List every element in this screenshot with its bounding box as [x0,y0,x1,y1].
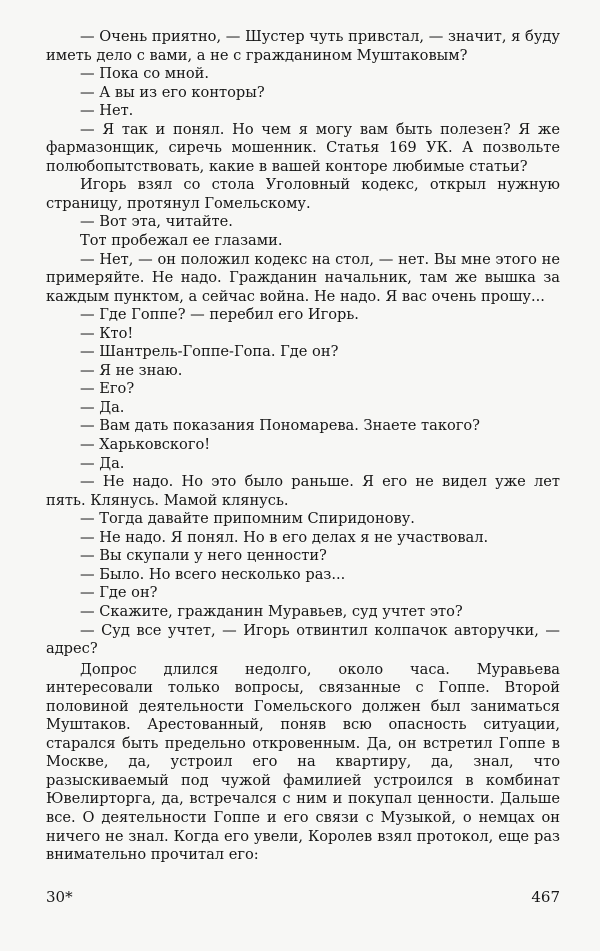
paragraph: — Да. [80,398,125,416]
paragraph: — Вы скупали у него ценности? [80,547,327,565]
paragraph: — Пока со мной. [80,65,210,83]
paragraph: — Вам дать показания Пономарева. Знаете такого? [80,417,480,435]
paragraph: — Где Гоппе? — перебил его Игорь. [80,306,359,324]
paragraph: — Да. [80,454,125,472]
paragraph: — Суд все учтет, — Игорь отвинтил колпачок авторучки, — адрес? [46,621,560,658]
paragraph: — Харьковского! [80,436,211,454]
paragraph: Тот пробежал ее глазами. [80,232,283,250]
paragraph: — Очень приятно, — Шустер чуть привстал, — значит, я буду иметь дело с вами, а не с гражданином Муштаковым? [46,28,560,64]
paragraph: — Шантрель-Гоппе-Гопа. Где он? [80,343,339,361]
paragraph: — А вы из его конторы? [80,83,265,101]
paragraph: — Его? [80,380,135,398]
printer-signature: 30* [46,888,73,906]
paragraph: — Не надо. Я понял. Но в его делах я не участвовал. [80,528,489,546]
paragraph: Игорь взял со стола Уголовный кодекс, открыл нужную страницу, протянул Гомельскому. [46,176,560,212]
paragraph: — Нет. [80,102,134,120]
body-text [46,28,560,865]
paragraph: — Нет, — он положил кодекс на стол, — нет. Вы мне этого не примеряйте. Не надо. Гражданин начальник, там же вышка за каждым пунктом, а сейчас война. Не надо. Я вас очень прошу... [46,250,560,305]
paragraph: — Скажите, гражданин Муравьев, суд учтет это? [80,602,463,620]
paragraph: — Где он? [80,584,158,602]
paragraph: — Было. Но всего несколько раз... [80,565,346,583]
paragraph: — Кто! [80,324,134,342]
paragraph: — Я так и понял. Но чем я могу вам быть полезен? Я же фармазонщик, сиречь мошенник. Статья 169 УК. А позвольте полюбопытствовать, какие в вашей конторе любимые статьи? [46,120,560,175]
page-footer [46,888,560,906]
paragraph: — Я не знаю. [80,361,183,379]
page-number: 467 [531,888,560,906]
paragraph: Допрос длился недолго, около часа. Муравьева интересовали только вопросы, связанные с Гоппе. Второй половиной деятельности Гомельского должен был заниматься Муштаков. Арестованный, поняв всю опасность ситуации, старался быть предельно откровенным. Да, он встретил Гоппе в Москве, да, устроил его на квартиру, да, знал, что разыскиваемый под чужой фамилией устроился в комбинат Ювелирторга, да, встречался с ним и покупал ценности. Дальше все. О деятельности Гоппе и его связи с Музыкой, о немцах он ничего не знал. Когда его увели, Королев взял протокол, еще раз внимательно прочитал его: [46,660,560,864]
paragraph: — Тогда давайте припомним Спиридонову. [80,510,415,528]
paragraph: — Не надо. Но это было раньше. Я его не видел уже лет пять. Клянусь. Мамой клянусь. [46,473,560,509]
paragraph: — Вот эта, читайте. [80,213,233,231]
